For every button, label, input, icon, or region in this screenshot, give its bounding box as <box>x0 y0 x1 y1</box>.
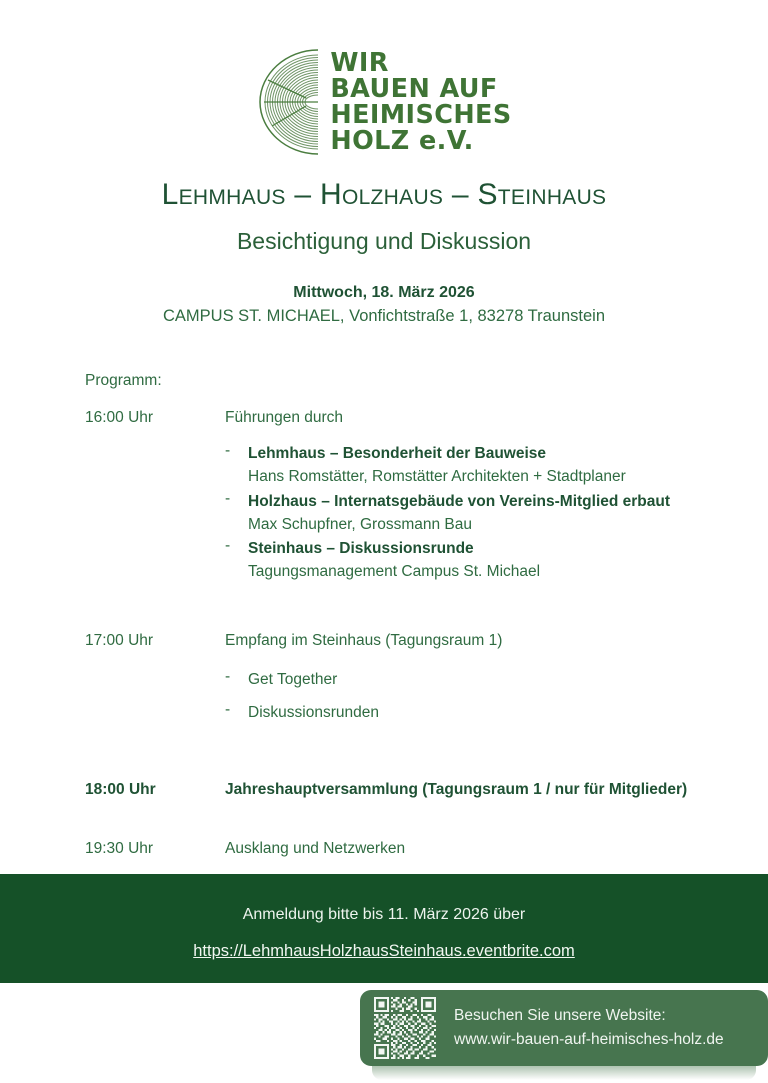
logo <box>0 46 768 158</box>
logo-wordmark <box>330 47 512 157</box>
logo-line-3: HEIMISCHES <box>330 100 512 130</box>
program-row <box>85 781 725 799</box>
program-row <box>85 632 725 650</box>
program-row <box>85 409 725 427</box>
footer-band <box>0 874 768 983</box>
event-venue: CAMPUS ST. MICHAEL, Vonfichtstraße 1, 83278 Traunstein <box>162 307 606 325</box>
program-row <box>85 840 725 858</box>
list-item <box>225 490 725 537</box>
website-qr-panel[interactable] <box>360 990 768 1066</box>
program-time: 17:00 Uhr <box>85 631 154 649</box>
program-desc: Führungen durch <box>225 409 344 426</box>
bullet-dash: - <box>225 700 231 718</box>
qr-panel-shadow <box>372 1066 756 1080</box>
list-item <box>225 668 725 691</box>
event-date: Mittwoch, 18. März 2026 <box>293 284 475 301</box>
bullet-subtitle: Max Schupfner, Grossmann Bau <box>248 515 473 533</box>
tree-rings-icon <box>256 46 324 158</box>
bullet-subtitle: Tagungsmanagement Campus St. Michael <box>248 563 541 581</box>
qr-code-icon <box>374 997 436 1059</box>
program-desc: Ausklang und Netzwerken <box>225 840 406 857</box>
registration-note: Anmeldung bitte bis 11. März 2026 über <box>242 906 526 923</box>
program-bullets <box>225 668 725 725</box>
logo-line-1: WIR <box>330 47 389 78</box>
list-item <box>225 442 725 489</box>
logo-line-4: HOLZ e.V. <box>330 126 474 157</box>
bullet-subtitle: Diskussionsrunden <box>248 703 379 721</box>
program-time: 19:30 Uhr <box>85 840 154 857</box>
logo-line-2: BAUEN AUF <box>330 73 498 104</box>
program-desc: Jahreshauptversammlung (Tagungsraum 1 / nur für Mitglieder) <box>225 781 688 798</box>
bullet-subtitle: Get Together <box>248 670 338 688</box>
program-desc: Empfang im Steinhaus (Tagungsraum 1) <box>225 631 503 649</box>
qr-panel-line-1: Besuchen Sie unsere Website: <box>454 1006 666 1024</box>
program-time: 18:00 Uhr <box>85 781 156 798</box>
page-title: Lehmhaus – Holzhaus – Steinhaus <box>161 178 607 211</box>
program-section <box>85 372 725 858</box>
bullet-dash: - <box>225 537 231 554</box>
program-time: 16:00 Uhr <box>85 409 154 426</box>
program-label: Programm: <box>85 372 162 389</box>
registration-link[interactable]: https://LehmhausHolzhausSteinhaus.eventbrite.com <box>193 942 575 960</box>
bullet-dash: - <box>225 489 231 507</box>
bullet-title: Lehmhaus – Besonderheit der Bauweise <box>248 445 547 462</box>
bullet-title: Holzhaus – Internatsgebäude von Vereins-Mitglied erbaut <box>248 492 671 510</box>
program-bullets <box>225 442 725 584</box>
page-subtitle: Besichtigung und Diskussion <box>236 228 532 254</box>
bullet-title: Steinhaus – Diskussionsrunde <box>248 540 474 557</box>
bullet-dash: - <box>225 442 231 459</box>
bullet-dash: - <box>225 667 231 685</box>
list-item <box>225 701 725 724</box>
list-item <box>225 537 725 584</box>
bullet-subtitle: Hans Romstätter, Romstätter Architekten + Stadtplaner <box>248 468 626 486</box>
qr-panel-line-2: www.wir-bauen-auf-heimisches-holz.de <box>454 1031 724 1048</box>
